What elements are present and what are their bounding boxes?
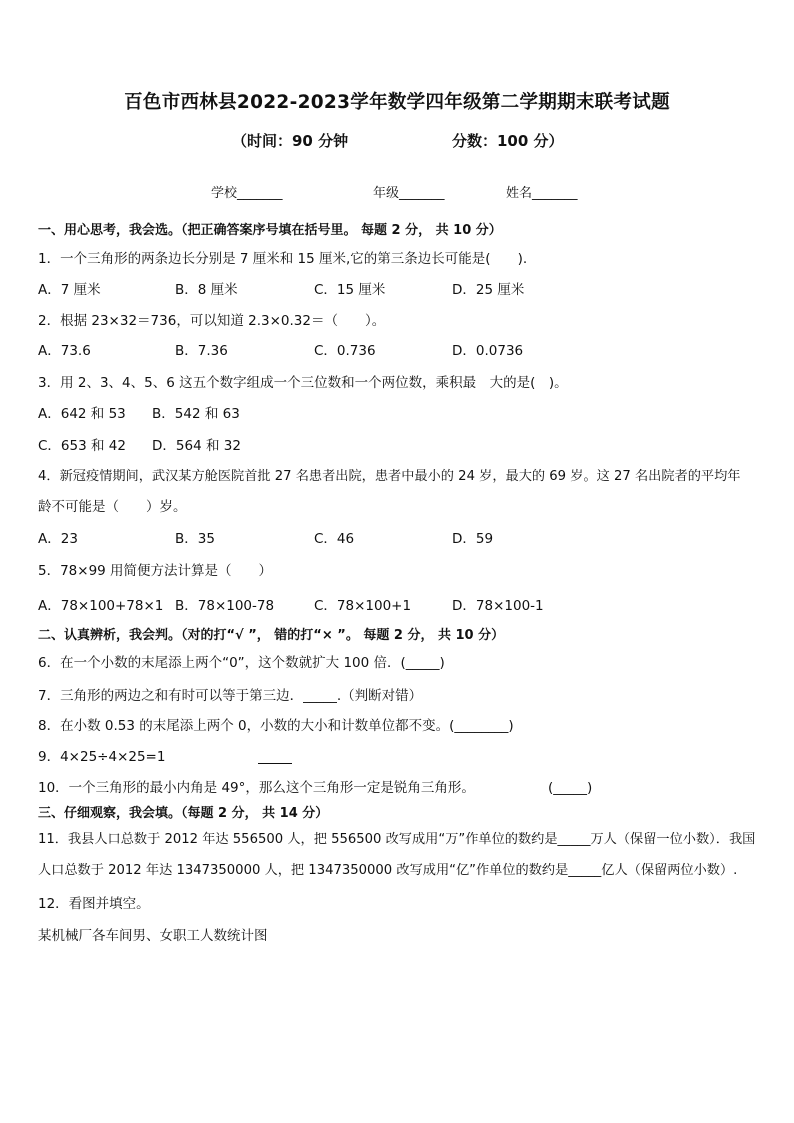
question-4-cont: 龄不可能是（ ）岁。 [38,499,187,515]
q3-option-d: D．564 和 32 [152,438,241,454]
chart-caption: 某机械厂各车间男、女职工人数统计图 [38,928,268,944]
q3-option-a: A．642 和 53 [38,406,126,422]
question-11-line-1: 11．我县人口总数于 2012 年达 556500 人，把 556500 改写成用“万”作单位的数约是_____万人（保留一位小数）．我国 [38,832,756,847]
q4-option-d: D．59 [452,531,494,547]
q5-option-a: A．78×100+78×1 [38,598,164,614]
question-4: 4．新冠疫情期间，武汉某方舱医院首批 27 名患者出院，患者中最小的 24 岁，最大的 69 岁。这 27 名出院者的平均年 [38,469,741,484]
q10-answer-blank: (_____) [548,780,593,796]
q4-option-b: B．35 [175,531,215,547]
q1-option-b: B．8 厘米 [175,282,238,298]
section-3-heading: 三、仔细观察，我会填。（每题 2 分， 共 14 分） [38,806,329,821]
question-12: 12．看图并填空。 [38,896,150,912]
q5-option-c: C．78×100+1 [314,598,412,614]
question-11-line-2: 人口总数于 2012 年达 1347350000 人，把 1347350000 改写成用“亿”作单位的数约是_____亿人（保留两位小数）. [38,863,738,878]
question-7: 7．三角形的两边之和有时可以等于第三边．_____.（判断对错） [38,688,423,704]
q5-option-d: D．78×100-1 [452,598,544,614]
q9-answer-blank[interactable] [258,751,292,764]
question-8: 8．在小数 0.53 的末尾添上两个 0，小数的大小和计数单位都不变。(________) [38,718,514,734]
q5-option-b: B．78×100-78 [175,598,275,614]
q3-option-b: B．542 和 63 [152,406,240,422]
q4-option-c: C．46 [314,531,355,547]
question-2: 2．根据 23×32＝736，可以知道 2.3×0.32＝（ ）。 [38,313,386,329]
q2-option-a: A．73.6 [38,343,91,359]
question-9: 9．4×25÷4×25=1 [38,749,166,765]
q1-option-d: D．25 厘米 [452,282,525,298]
question-6: 6．在一个小数的末尾添上两个“0”，这个数就扩大 100 倍．(_____) [38,655,445,671]
exam-time: （时间：90 分钟 [232,132,349,150]
q3-option-c: C．653 和 42 [38,438,126,454]
school-field: 学校_______ [211,186,283,201]
section-1-heading: 一、用心思考，我会选。（把正确答案序号填在括号里。 每题 2 分， 共 10 分） [38,223,502,238]
q4-option-a: A．23 [38,531,78,547]
page-title: 百色市西林县2022-2023学年数学四年级第二学期期末联考试题 [124,92,670,113]
question-1: 1．一个三角形的两条边长分别是 7 厘米和 15 厘米,它的第三条边长可能是( ). [38,251,528,267]
exam-score: 分数：100 分） [452,132,564,150]
question-10: 10．一个三角形的最小内角是 49°，那么这个三角形一定是锐角三角形。 [38,780,475,796]
q2-option-d: D．0.0736 [452,343,524,359]
q1-option-a: A．7 厘米 [38,282,101,298]
q2-option-c: C．0.736 [314,343,376,359]
section-2-heading: 二、认真辨析，我会判。（对的打“√ ”， 错的打“× ”。 每题 2 分， 共 10 分） [38,628,505,643]
name-field: 姓名_______ [506,186,578,201]
q1-option-c: C．15 厘米 [314,282,386,298]
question-5: 5．78×99 用简便方法计算是（ ） [38,563,273,579]
q2-option-b: B．7.36 [175,343,228,359]
question-3: 3．用 2、3、4、5、6 这五个数字组成一个三位数和一个两位数，乘积最 大的是( )。 [38,375,568,391]
grade-field: 年级_______ [373,186,445,201]
